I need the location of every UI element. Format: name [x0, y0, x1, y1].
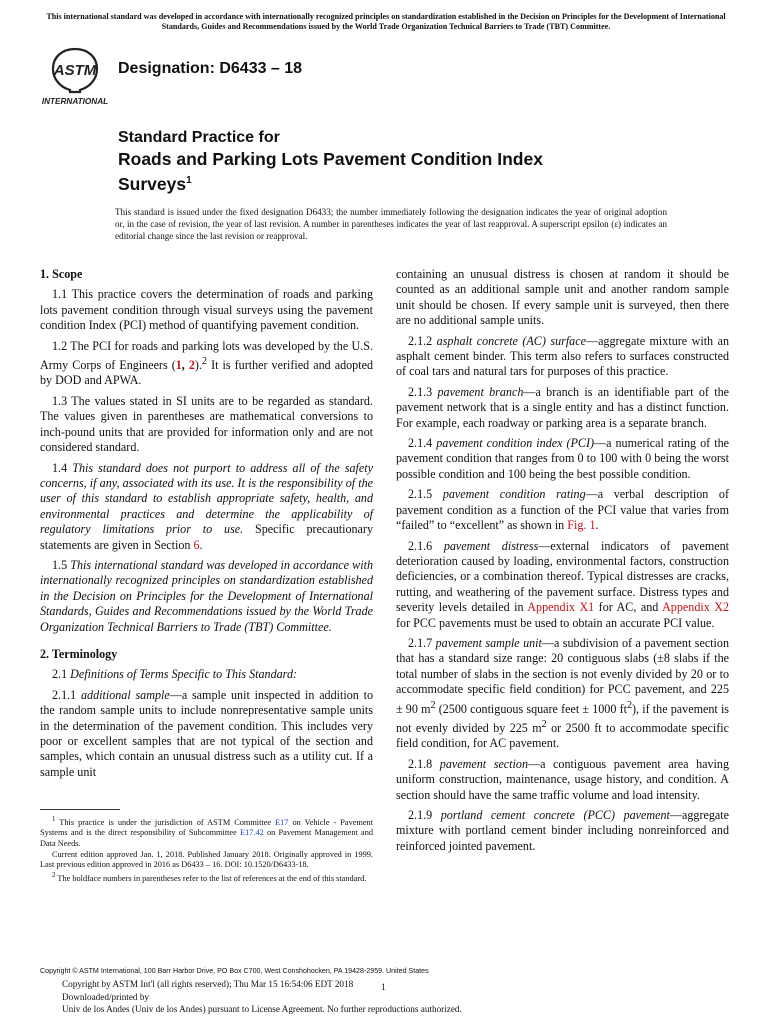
standard-notice: This international standard was developed in accordance with internationally recognized principles on standardization established in the Decision on Principles for the Development of International Standards, Guides and Recommendations issued by the World Trade Organization Technical Barriers to Trade (TBT) Committee. — [46, 12, 726, 31]
para-2-1-5-num: 2.1.5 — [408, 487, 443, 502]
para-2-1-8-num: 2.1.8 — [408, 756, 440, 771]
section-heading-terminology: 2. Terminology — [40, 646, 118, 661]
para-2-1-6-end: for PCC pavements must be used to obtain an accurate PCI value. — [396, 615, 715, 630]
para-2-1-6 — [396, 539, 729, 631]
document-title — [118, 127, 543, 195]
para-1-2-b: ). — [194, 358, 202, 373]
title-line-3 — [118, 170, 543, 195]
ref-link-2[interactable]: 2 — [188, 358, 195, 373]
sup-m2-1: 2 — [430, 699, 436, 711]
right-column — [396, 267, 729, 859]
logo-caption: INTERNATIONAL — [41, 97, 109, 106]
para-2-1-9 — [396, 808, 729, 854]
para-2-1-num: 2.1 — [52, 667, 71, 682]
para-2-1-5-end: . — [595, 518, 599, 533]
designation — [118, 60, 302, 78]
term-pavement-branch: pavement branch — [437, 384, 524, 399]
para-2-1-2 — [396, 334, 729, 380]
footnote-1-a: This practice is under the jurisdiction of ASTM Committee — [55, 817, 276, 827]
para-1-3: 1.3 The values stated in SI units are to be regarded as standard. The values given in parentheses are mathematical conversions to inch-pound units that are provided for information only and are not considered standard. — [40, 393, 373, 455]
footnotes — [40, 815, 373, 884]
fig-1-link[interactable]: Fig. 1 — [567, 518, 596, 533]
footnote-1-edition: Current edition approved Jan. 1, 2018. Published January 2018. Originally approved in 1999. Last previous edition approved in 2016 as D6433 – 16. DOI: 10.1520/D6433-18. — [40, 849, 373, 870]
subcommittee-e17-42-link[interactable]: E17.42 — [240, 828, 264, 838]
sup-ft2: 2 — [626, 699, 633, 711]
term-condition-rating: pavement condition rating — [442, 487, 586, 502]
para-2-1-5 — [396, 487, 729, 533]
def-sample-unit-c: ), if the pavement is not evenly divided by 225 m — [396, 701, 730, 736]
para-1-4 — [40, 461, 373, 553]
para-2-1 — [40, 667, 373, 682]
title-line-3-text: Surveys — [118, 173, 187, 194]
sup-m2-2: 2 — [541, 719, 547, 730]
section-6-link[interactable]: 6 — [193, 537, 200, 552]
term-pcc-pavement: portland cement concrete (PCC) pavement — [440, 808, 670, 823]
term-sample-unit: pavement sample unit — [435, 635, 542, 650]
designation-year: 18 — [284, 60, 303, 77]
para-1-5-italic: This international standard was developed in accordance with internationally recognized principles on standardization established in the Decision on Principles for the Development of International Standards, Guides and Recommendations issued by the World Trade Organization Technical Barriers to Trade (TBT) Committee. — [40, 557, 373, 634]
para-1-4-end: . — [199, 537, 203, 552]
para-2-1-3-num: 2.1.3 — [408, 384, 438, 399]
footnote-1 — [40, 815, 373, 850]
para-2-1-8 — [396, 757, 729, 803]
def-sample-unit-d: or 2500 ft to accommodate specific field condition, for AC pavement. — [396, 721, 729, 751]
ref-comma: , — [181, 358, 189, 373]
def-pavement-section: —a contiguous pavement area having uniform construction, maintenance, usage history, and condition. A section should have the same traffic volume and load intensity. — [396, 756, 729, 802]
footnote-1-c: on Pavement Management and Data Needs. — [40, 828, 373, 848]
term-pci: pavement condition index (PCI) — [436, 436, 595, 451]
def-pci: —a numerical rating of the pavement condition that ranges from 0 to 100 with 0 being the worst possible condition and 100 being the best possible condition. — [396, 436, 729, 481]
left-column — [40, 267, 373, 785]
footnote-2-mark: 2 — [52, 871, 56, 879]
appendix-x2-link[interactable]: Appendix X2 — [662, 600, 730, 615]
ref-link-1[interactable]: 1 — [175, 358, 182, 373]
logo-letters: ASTM — [53, 62, 97, 79]
term-pavement-distress: pavement distress — [443, 538, 539, 553]
para-2-1-6-num: 2.1.6 — [408, 538, 444, 553]
def-pavement-distress: —external indicators of pavement deterioration caused by loading, environmental factors, construction deficiencies, or a combination thereof. Typical distresses are cracks, rutting, and weathering of the pavement surface. Distress types and severity levels detailed in — [396, 538, 730, 615]
para-1-2 — [40, 339, 373, 389]
footnote-2-text: The boldface numbers in parentheses refer to the list of references at the end of this standard. — [55, 873, 367, 883]
para-2-1-6-mid: for AC, and — [594, 600, 663, 615]
para-1-4-num: 1.4 — [52, 460, 73, 475]
title-line-2: Roads and Parking Lots Pavement Condition Index — [118, 149, 543, 169]
footnote-1-mark: 1 — [52, 816, 56, 823]
para-2-1-4 — [396, 436, 729, 482]
para-1-4-italic: This standard does not purport to address all of the safety concerns, if any, associated with its use. It is the responsibility of the user of this standard to establish appropriate safety, health, and environmental practices and determine the applicability of regulatory limitations prior to use. — [40, 460, 374, 537]
def-sample-unit-b: (2500 contiguous square feet ± 1000 ft — [435, 701, 627, 716]
footnote-rule — [40, 809, 120, 810]
para-2-1-3 — [396, 385, 729, 431]
issued-statement: This standard is issued under the fixed designation D6433; the number immediately following the designation indicates the year of original adoption or, in the case of revision, the year of last revision. A number in parentheses indicates the year of last reapproval. A superscript epsilon (ε) indicates an editorial change since the last revision or reapproval. — [115, 207, 667, 241]
def-additional-sample: —a sample unit inspected in addition to the random sample units to include nonrepresentative sample units in the determination of the pavement condition. This includes very poor or excellent samples that are not typical of the section and samples, which contain an unusual distress such as a utility cut. If a sample unit — [40, 687, 374, 779]
para-2-1-7-num: 2.1.7 — [408, 635, 436, 650]
committee-e17-link[interactable]: E17 — [275, 817, 289, 827]
term-pavement-section: pavement section — [439, 756, 528, 771]
appendix-x1-link[interactable]: Appendix X1 — [527, 600, 595, 615]
def-pavement-branch: —a branch is an identifiable part of the pavement network that is a single entity and has a distinct function. For example, each roadway or parking area is a separate branch. — [396, 384, 730, 430]
def-pcc-pavement: —aggregate mixture with portland cement binder including nonreinforced and reinforced jointed pavement. — [396, 808, 729, 853]
para-1-2-c: It is further verified and adopted by DOD and APWA. — [40, 358, 373, 388]
term-asphalt-concrete: asphalt concrete (AC) surface — [436, 333, 586, 348]
para-2-1-italic: Definitions of Terms Specific to This Standard: — [70, 667, 298, 682]
copyright-line: Copyright © ASTM International, 100 Barr Harbor Drive, PO Box C700, West Conshohocken, PA 19428-2959. United States — [40, 967, 429, 975]
para-1-2-a: 1.2 The PCI for roads and parking lots was developed by the U.S. Army Corps of Engineers ( — [40, 338, 373, 373]
license-line-3: Univ de los Andes (Univ de los Andes) pursuant to License Agreement. No further reproductions authorized. — [62, 1004, 462, 1014]
term-additional-sample: additional sample — [80, 687, 170, 702]
para-2-1-4-num: 2.1.4 — [408, 436, 437, 451]
designation-sep: – — [266, 60, 285, 77]
def-condition-rating: —a verbal description of pavement condition as a function of the PCI value that varies from “failed” to “excellent” as shown in — [396, 487, 729, 533]
para-2-1-9-num: 2.1.9 — [408, 808, 441, 823]
para-2-1-1-num: 2.1.1 — [52, 687, 81, 702]
footnote-2 — [40, 871, 373, 884]
section-heading-scope: 1. Scope — [40, 267, 83, 281]
footnote-1-b: on Vehicle - Pavement Systems and is the direct responsibility of Subcommittee — [40, 817, 373, 838]
para-1-5 — [40, 558, 373, 635]
para-2-1-1 — [40, 688, 373, 780]
title-line-1: Standard Practice for — [118, 129, 280, 146]
designation-label: Designation: D6433 — [118, 60, 267, 77]
para-2-1-2-num: 2.1.2 — [408, 333, 437, 348]
footnote-mark-2: 2 — [201, 356, 208, 368]
license-line-1: Copyright by ASTM Int'l (all rights reserved); Thu Mar 15 16:54:06 EDT 2018 — [62, 979, 354, 989]
para-2-1-1-cont: containing an unusual distress is chosen at random it should be counted as an additional sample unit and another random sample unit should be chosen. If every sample unit is surveyed, then there are no additional sample units. — [396, 267, 729, 328]
license-block — [62, 978, 462, 1016]
astm-logo — [40, 45, 110, 107]
def-asphalt-concrete: —aggregate mixture with an asphalt cement binder. This term also refers to surfaces constructed of coal tars and natural tars for purposes of this practice. — [396, 333, 729, 379]
page-number: 1 — [381, 983, 386, 993]
para-2-1-7 — [396, 636, 729, 752]
def-sample-unit-a: —a subdivision of a pavement section that has a standard size range: 20 contiguous slabs (±8 slabs if the total number of slabs in the section is not evenly divided by 20 or to accommodate specific field condition) for PCC pavement, and 225 ± 90 m — [396, 635, 729, 716]
para-1-1: 1.1 This practice covers the determination of roads and parking lots pavement condition through visual surveys using the pavement condition Index (PCI) method of quantifying pavement condition. — [40, 287, 373, 333]
license-line-2: Downloaded/printed by — [62, 991, 150, 1002]
para-1-4-rest: Specific precautionary statements are given in Section — [40, 522, 373, 552]
title-footnote-mark: 1 — [186, 175, 192, 186]
para-1-5-num: 1.5 — [52, 557, 71, 572]
